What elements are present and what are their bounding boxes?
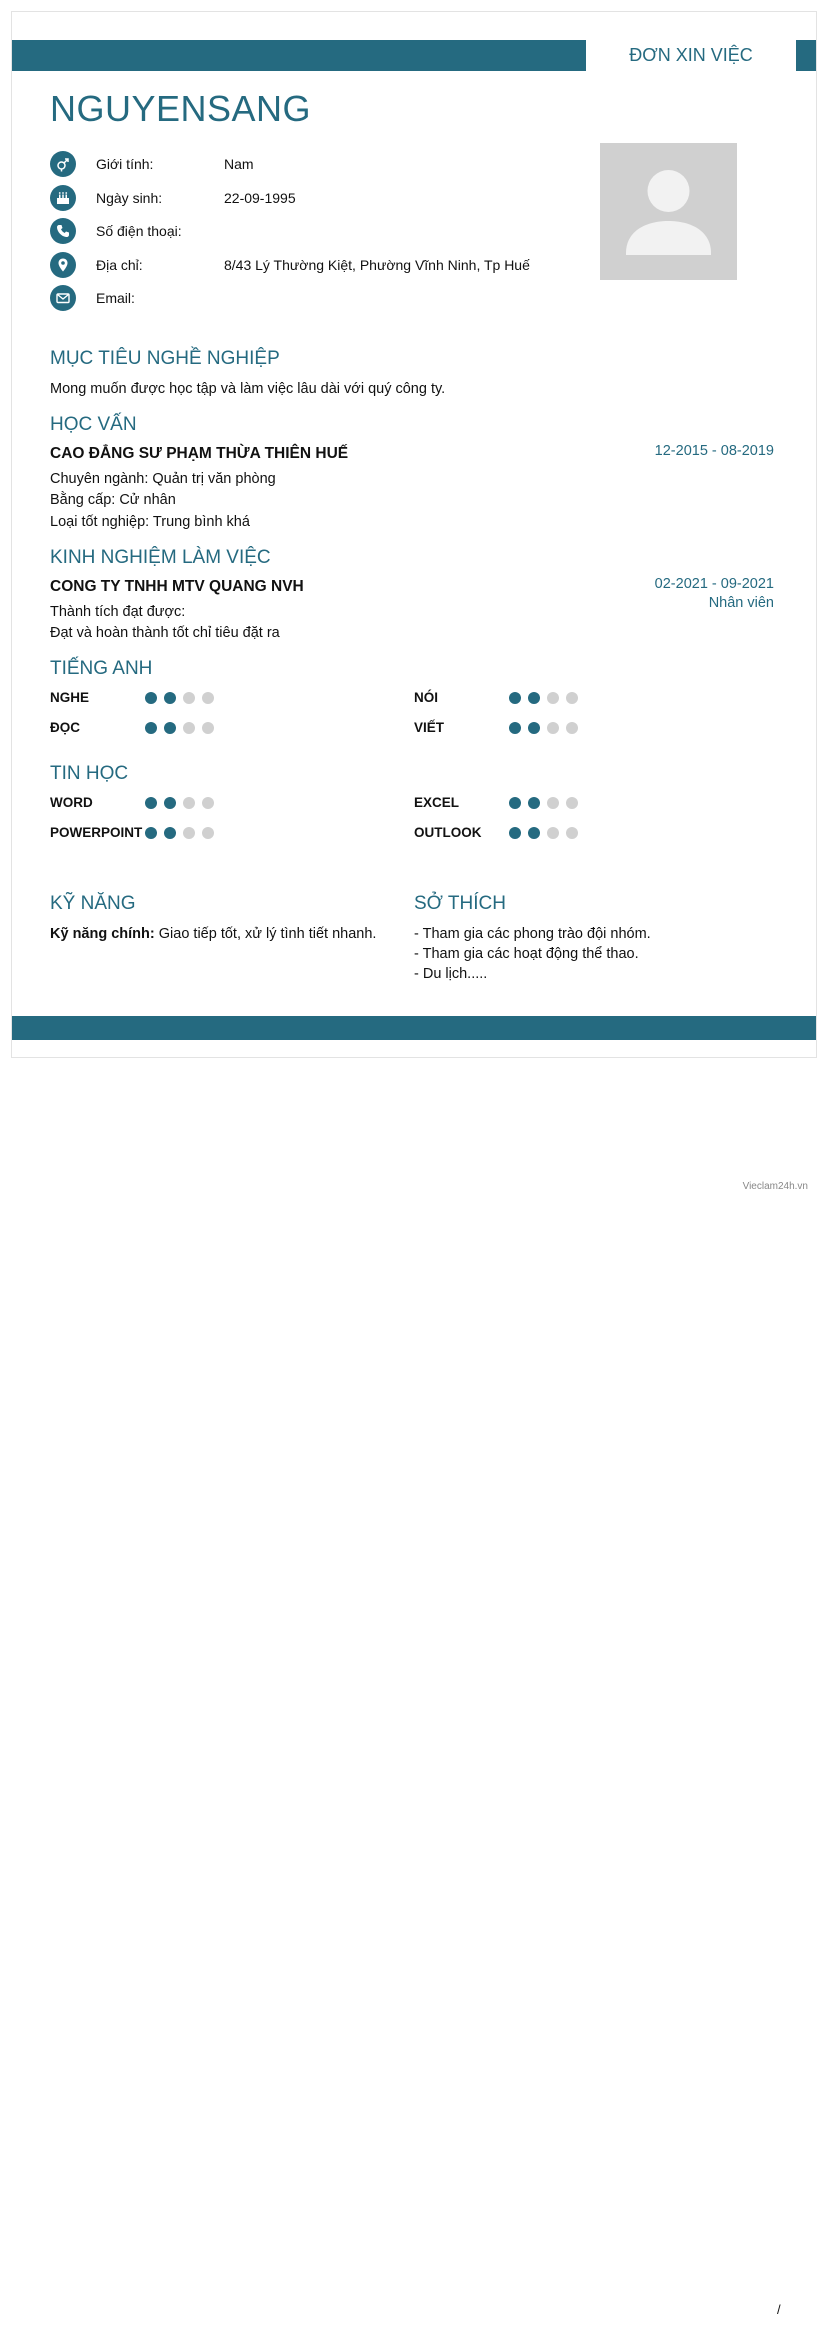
hobby-item: - Tham gia các phong trào đội nhóm. bbox=[414, 926, 651, 942]
info-label: Giới tính: bbox=[96, 156, 154, 172]
person-silhouette-icon bbox=[600, 143, 737, 280]
skill-name: OUTLOOK bbox=[414, 825, 482, 840]
english-title: TIẾNG ANH bbox=[50, 658, 153, 679]
education-major: Chuyên ngành: Quản trị văn phòng bbox=[50, 471, 276, 487]
skills-main-value: Giao tiếp tốt, xử lý tình tiết nhanh. bbox=[154, 926, 377, 942]
level-dot-empty bbox=[183, 692, 195, 704]
level-dot-filled bbox=[164, 797, 176, 809]
skill-level-dots bbox=[145, 722, 214, 734]
skill-name: EXCEL bbox=[414, 795, 460, 810]
career-goal-title: MỤC TIÊU NGHỀ NGHIỆP bbox=[50, 348, 280, 369]
level-dot-filled bbox=[509, 692, 521, 704]
experience-company: CONG TY TNHH MTV QUANG NVH bbox=[50, 578, 304, 595]
experience-achievement: Đạt và hoàn thành tốt chỉ tiêu đặt ra bbox=[50, 625, 280, 641]
level-dot-filled bbox=[528, 692, 540, 704]
level-dot-empty bbox=[566, 827, 578, 839]
level-dot-empty bbox=[183, 797, 195, 809]
location-pin-icon bbox=[50, 252, 76, 278]
level-dot-empty bbox=[547, 722, 559, 734]
skill-name: POWERPOINT bbox=[50, 825, 143, 840]
skill-level-dots bbox=[509, 692, 578, 704]
skill-excel bbox=[414, 795, 714, 811]
education-grade: Loại tốt nghiệp: Trung bình khá bbox=[50, 514, 250, 530]
level-dot-filled bbox=[145, 797, 157, 809]
level-dot-filled bbox=[509, 797, 521, 809]
skill-name: NGHE bbox=[50, 690, 90, 705]
document-label: ĐƠN XIN VIỆC bbox=[629, 45, 753, 65]
phone-icon bbox=[50, 218, 76, 244]
hobbies-title: SỞ THÍCH bbox=[414, 893, 506, 914]
info-value: 22-09-1995 bbox=[224, 190, 296, 206]
info-label: Ngày sinh: bbox=[96, 190, 163, 206]
level-dot-filled bbox=[509, 827, 521, 839]
skills-title: KỸ NĂNG bbox=[50, 893, 136, 914]
skill-writing bbox=[414, 720, 714, 736]
level-dot-filled bbox=[528, 722, 540, 734]
hobby-item: - Du lịch..... bbox=[414, 966, 488, 982]
level-dot-filled bbox=[164, 692, 176, 704]
skill-reading bbox=[50, 720, 350, 736]
level-dot-empty bbox=[547, 692, 559, 704]
level-dot-filled bbox=[528, 827, 540, 839]
skill-word bbox=[50, 795, 350, 811]
level-dot-filled bbox=[164, 827, 176, 839]
skill-speaking bbox=[414, 690, 714, 706]
experience-achievement-label: Thành tích đạt được: bbox=[50, 604, 186, 620]
envelope-icon bbox=[50, 285, 76, 311]
info-label: Số điện thoại: bbox=[96, 223, 182, 239]
skill-level-dots bbox=[145, 692, 214, 704]
level-dot-filled bbox=[528, 797, 540, 809]
skills-main bbox=[50, 926, 376, 942]
skill-level-dots bbox=[145, 827, 214, 839]
skill-outlook bbox=[414, 825, 714, 841]
education-title: HỌC VẤN bbox=[50, 414, 137, 435]
info-row-phone bbox=[50, 218, 570, 246]
skill-name: WORD bbox=[50, 795, 93, 810]
level-dot-filled bbox=[145, 827, 157, 839]
header-band bbox=[12, 40, 586, 71]
level-dot-empty bbox=[183, 827, 195, 839]
skill-level-dots bbox=[509, 827, 578, 839]
info-label: Địa chỉ: bbox=[96, 257, 143, 273]
level-dot-empty bbox=[202, 827, 214, 839]
skills-main-label: Kỹ năng chính: bbox=[50, 926, 155, 942]
skill-level-dots bbox=[145, 797, 214, 809]
info-row-birthday bbox=[50, 185, 570, 213]
experience-period: 02-2021 - 09-2021 bbox=[654, 576, 774, 592]
computer-title: TIN HỌC bbox=[50, 763, 129, 784]
education-school: CAO ĐẲNG SƯ PHẠM THỪA THIÊN HUẾ bbox=[50, 445, 349, 462]
level-dot-filled bbox=[509, 722, 521, 734]
footer-brand: Vieclam24h.vn bbox=[742, 1181, 808, 1192]
candidate-name: NGUYENSANG bbox=[50, 88, 312, 129]
skill-name: NÓI bbox=[414, 690, 439, 705]
level-dot-empty bbox=[202, 692, 214, 704]
gender-icon bbox=[50, 151, 76, 177]
hobby-item: - Tham gia các hoạt động thể thao. bbox=[414, 946, 639, 962]
education-period: 12-2015 - 08-2019 bbox=[654, 443, 774, 459]
experience-position: Nhân viên bbox=[708, 595, 774, 611]
skill-name: ĐỌC bbox=[50, 720, 80, 735]
level-dot-empty bbox=[547, 827, 559, 839]
level-dot-empty bbox=[183, 722, 195, 734]
birthday-cake-icon bbox=[50, 185, 76, 211]
level-dot-empty bbox=[202, 722, 214, 734]
skill-name: VIẾT bbox=[414, 720, 445, 735]
info-row-address bbox=[50, 252, 570, 280]
level-dot-filled bbox=[145, 692, 157, 704]
level-dot-empty bbox=[202, 797, 214, 809]
skill-powerpoint bbox=[50, 825, 350, 841]
skill-listening bbox=[50, 690, 350, 706]
info-row-email bbox=[50, 285, 570, 313]
skill-level-dots bbox=[509, 722, 578, 734]
experience-title: KINH NGHIỆM LÀM VIỆC bbox=[50, 547, 271, 568]
header-band-right bbox=[796, 40, 816, 71]
career-goal-text: Mong muốn được học tập và làm việc lâu dài với quý công ty. bbox=[50, 381, 446, 397]
avatar-placeholder bbox=[600, 143, 737, 280]
level-dot-filled bbox=[164, 722, 176, 734]
info-value: Nam bbox=[224, 156, 254, 172]
level-dot-empty bbox=[566, 722, 578, 734]
level-dot-empty bbox=[566, 797, 578, 809]
page-mark: / bbox=[777, 2302, 781, 2317]
education-degree: Bằng cấp: Cử nhân bbox=[50, 492, 176, 508]
info-label: Email: bbox=[96, 290, 135, 306]
level-dot-empty bbox=[547, 797, 559, 809]
level-dot-filled bbox=[145, 722, 157, 734]
skill-level-dots bbox=[509, 797, 578, 809]
info-row-gender bbox=[50, 151, 570, 179]
info-value: 8/43 Lý Thường Kiệt, Phường Vĩnh Ninh, Tp Huế bbox=[224, 257, 530, 273]
level-dot-empty bbox=[566, 692, 578, 704]
footer-band bbox=[12, 1016, 816, 1040]
